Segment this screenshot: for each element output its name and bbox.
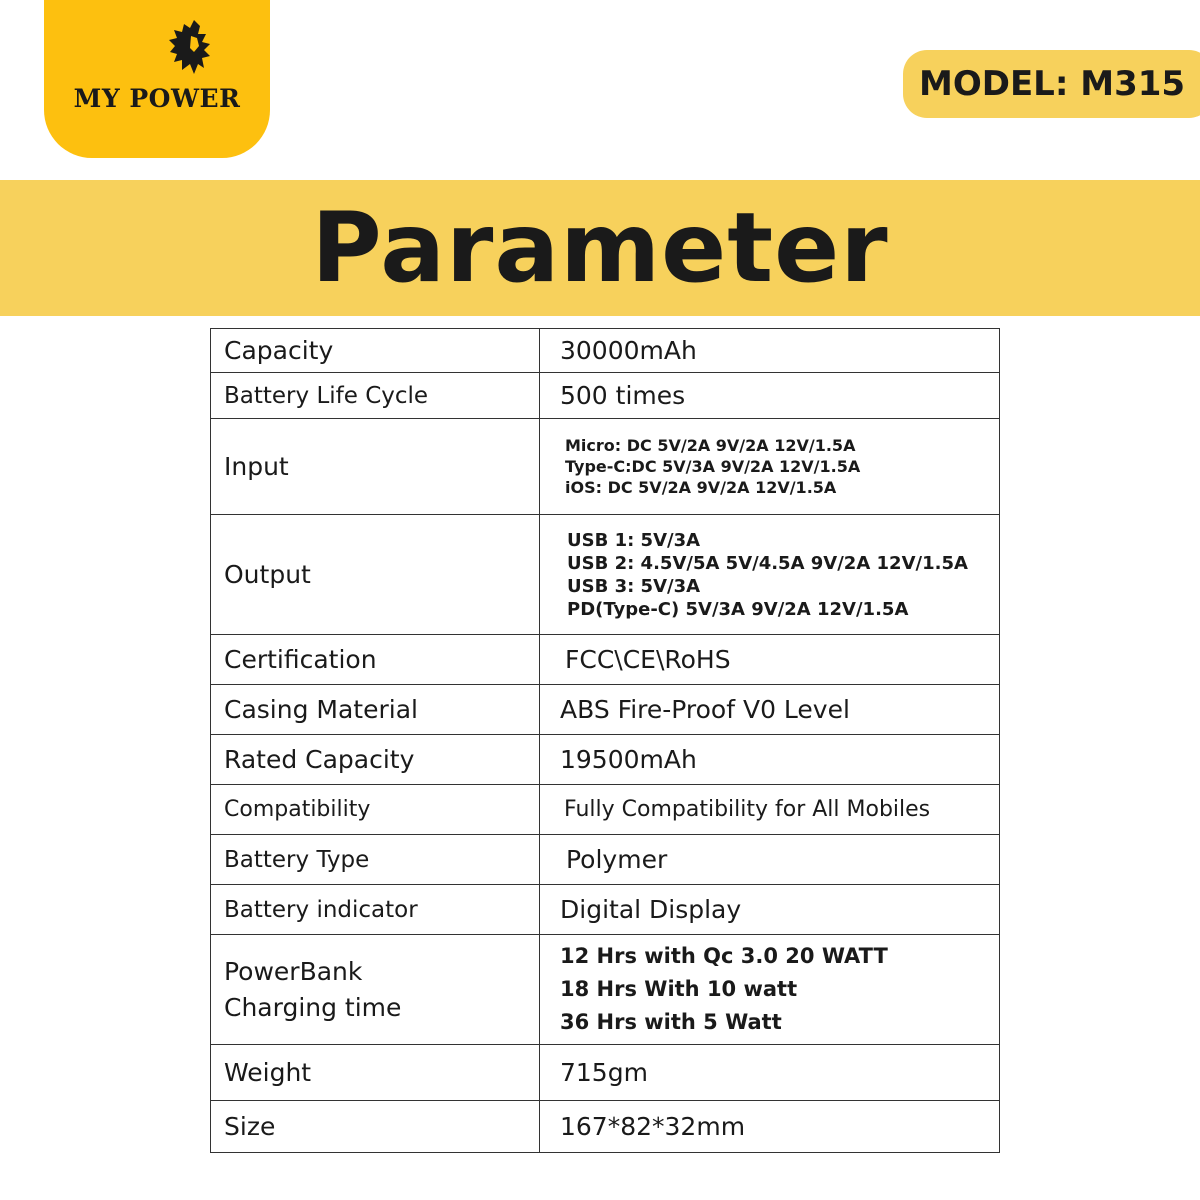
table-row-battery-type: [211, 835, 1000, 885]
charging-line: 12 Hrs with Qc 3.0 20 WATT: [560, 944, 888, 968]
spec-label: Compatibility: [211, 785, 540, 835]
spec-value: Polymer: [540, 835, 1000, 885]
spec-value: 19500mAh: [540, 735, 1000, 785]
table-row-size: [211, 1101, 1000, 1153]
output-line: USB 1: 5V/3A: [567, 529, 701, 551]
spec-value: Digital Display: [540, 885, 1000, 935]
spec-label: [211, 935, 540, 1045]
spec-label: Rated Capacity: [211, 735, 540, 785]
brand-logo: [44, 0, 270, 158]
spec-value: [540, 419, 1000, 515]
input-line: Micro: DC 5V/2A 9V/2A 12V/1.5A: [565, 436, 856, 455]
table-row-life-cycle: [211, 373, 1000, 419]
spec-value: 500 times: [540, 373, 1000, 419]
table-row-input: [211, 419, 1000, 515]
output-line: USB 3: 5V/3A: [567, 575, 701, 597]
input-line: Type-C:DC 5V/3A 9V/2A 12V/1.5A: [565, 457, 861, 476]
parameter-table: [210, 328, 1000, 1153]
table-row-output: [211, 515, 1000, 635]
table-row-compatibility: [211, 785, 1000, 835]
table-row-certification: [211, 635, 1000, 685]
spec-label: Size: [211, 1101, 540, 1153]
page-title: Parameter: [311, 192, 889, 304]
spec-value: 30000mAh: [540, 329, 1000, 373]
table-row-rated-capacity: [211, 735, 1000, 785]
table-row-weight: [211, 1045, 1000, 1101]
spec-value: [540, 935, 1000, 1045]
output-line: PD(Type-C) 5V/3A 9V/2A 12V/1.5A: [567, 598, 909, 620]
horse-head-icon: [164, 18, 214, 78]
spec-label: Battery Life Cycle: [211, 373, 540, 419]
spec-value: FCC\CE\RoHS: [540, 635, 1000, 685]
spec-label: Certification: [211, 635, 540, 685]
input-line: iOS: DC 5V/2A 9V/2A 12V/1.5A: [565, 478, 837, 497]
table-row-capacity: [211, 329, 1000, 373]
title-banner: [0, 180, 1200, 316]
spec-value: [540, 515, 1000, 635]
spec-label: Weight: [211, 1045, 540, 1101]
charging-label-line: PowerBank: [224, 956, 363, 986]
charging-line: 36 Hrs with 5 Watt: [560, 1010, 782, 1034]
spec-label: Battery Type: [211, 835, 540, 885]
brand-name: MY POWER: [73, 84, 241, 113]
spec-label: Battery indicator: [211, 885, 540, 935]
charging-label-line: Charging time: [224, 992, 402, 1022]
output-line: USB 2: 4.5V/5A 5V/4.5A 9V/2A 12V/1.5A: [567, 552, 968, 574]
spec-value: Fully Compatibility for All Mobiles: [540, 785, 1000, 835]
spec-label: Casing Material: [211, 685, 540, 735]
charging-line: 18 Hrs With 10 watt: [560, 977, 798, 1001]
model-badge: MODEL: M315: [903, 50, 1200, 118]
spec-label: Output: [211, 515, 540, 635]
spec-value: 715gm: [540, 1045, 1000, 1101]
spec-value: ABS Fire-Proof V0 Level: [540, 685, 1000, 735]
spec-label: Input: [211, 419, 540, 515]
spec-value: 167*82*32mm: [540, 1101, 1000, 1153]
table-row-charging-time: [211, 935, 1000, 1045]
table-row-battery-indicator: [211, 885, 1000, 935]
spec-label: Capacity: [211, 329, 540, 373]
table-row-casing: [211, 685, 1000, 735]
